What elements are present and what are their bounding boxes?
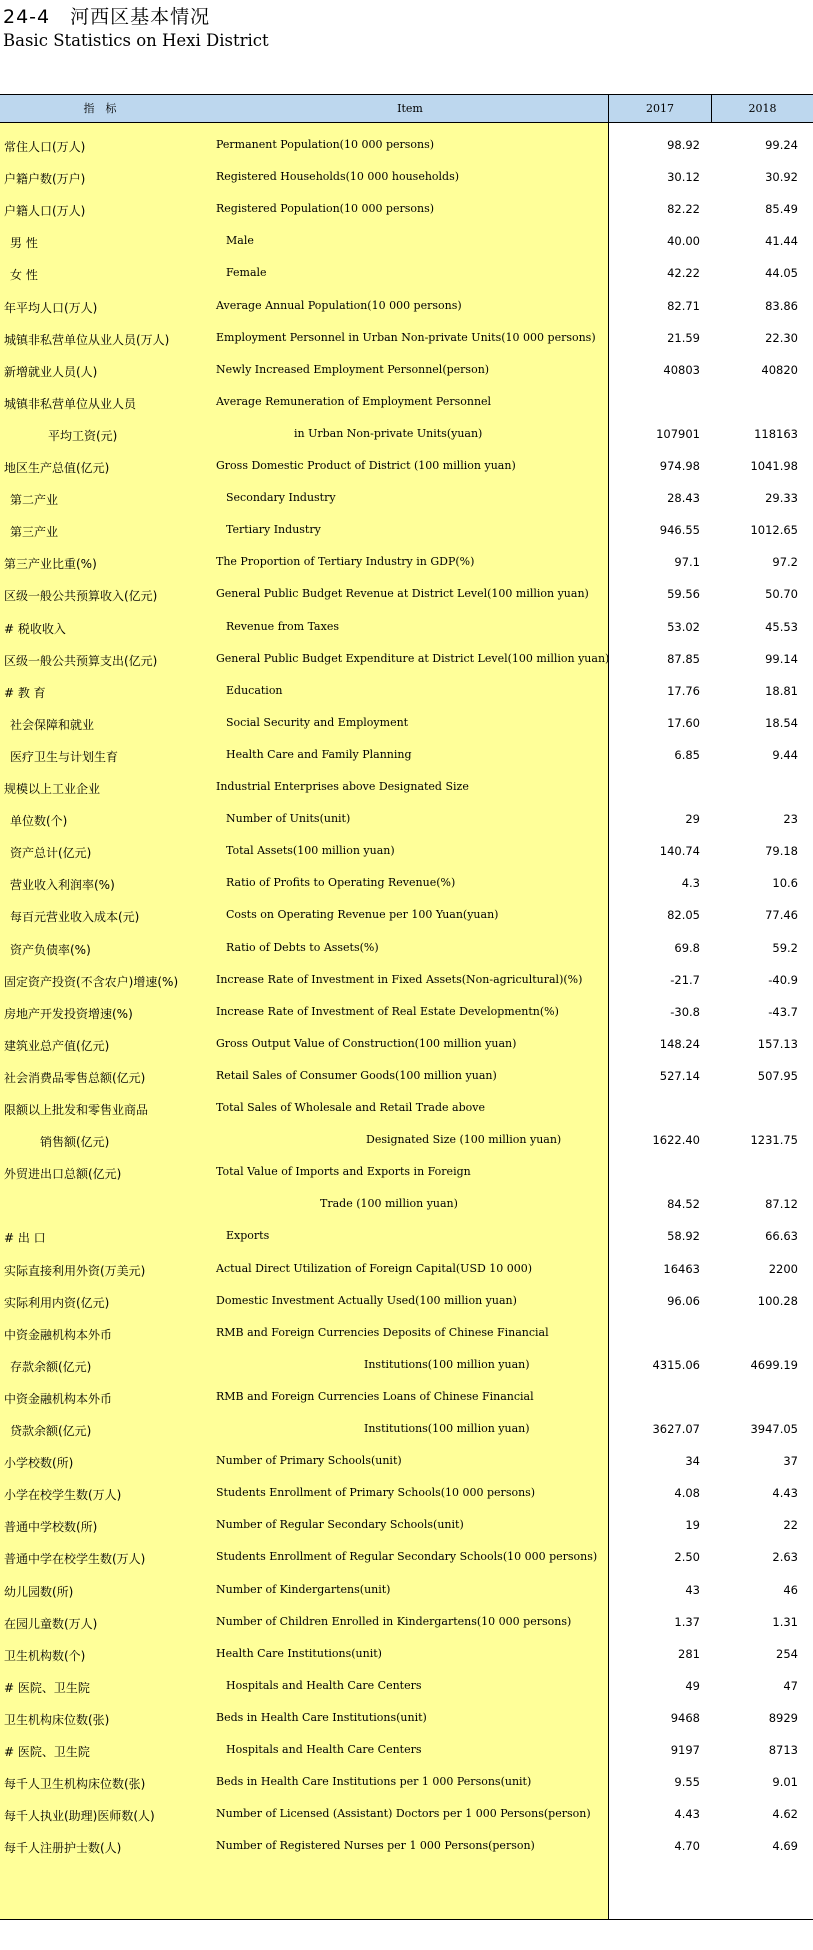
row-label-chinese: 新增就业人员(人) <box>4 364 98 379</box>
row-label-chinese: 卫生机构床位数(张) <box>4 1712 110 1727</box>
value-2017: 2.50 <box>674 1550 700 1565</box>
value-2017: 29 <box>685 812 700 827</box>
table-top-rule <box>0 94 813 95</box>
value-2017: 59.56 <box>667 587 700 602</box>
row-label-english: Male <box>226 234 254 248</box>
row-label-chinese: 规模以上工业企业 <box>4 782 101 796</box>
row-label-chinese: # 医院、卫生院 <box>4 1680 90 1695</box>
header-column-divider <box>711 95 712 122</box>
table-row <box>0 644 813 676</box>
table-row <box>0 258 813 290</box>
value-2018: 1.31 <box>772 1614 798 1629</box>
table-row <box>0 1735 813 1767</box>
row-label-english: Ratio of Profits to Operating Revenue(%) <box>226 876 456 890</box>
value-2018: 37 <box>783 1454 798 1469</box>
value-2017: 107901 <box>656 426 700 441</box>
table-row <box>0 1221 813 1253</box>
table-row <box>0 1703 813 1735</box>
table-bottom-rule <box>0 1919 813 1920</box>
table-row <box>0 1799 813 1831</box>
row-label-english: Beds in Health Care Institutions(unit) <box>216 1710 427 1724</box>
value-2017: 527.14 <box>659 1068 700 1083</box>
value-2017: 34 <box>685 1454 700 1469</box>
table-row <box>0 387 813 419</box>
value-2018: 47 <box>783 1678 798 1693</box>
row-label-chinese: 单位数(个) <box>10 814 68 829</box>
value-2018: 97.2 <box>772 555 798 570</box>
row-label-english: Institutions(100 million yuan) <box>364 1357 530 1371</box>
row-label-chinese: # 出 口 <box>4 1231 46 1246</box>
row-label-chinese: 建筑业总产值(亿元) <box>4 1038 110 1053</box>
value-2018: 4.69 <box>772 1839 798 1854</box>
value-2018: 4.62 <box>772 1807 798 1822</box>
page-title-english: Basic Statistics on Hexi District <box>3 31 269 50</box>
value-2017: 84.52 <box>667 1197 700 1212</box>
value-2018: 99.14 <box>765 651 798 666</box>
table-row <box>0 355 813 387</box>
value-2017: 9468 <box>670 1710 700 1725</box>
row-label-english: Number of Regular Secondary Schools(unit) <box>216 1518 464 1532</box>
row-label-english: Number of Children Enrolled in Kindergartens(10 000 persons) <box>216 1614 572 1628</box>
value-2017: 4.08 <box>674 1486 700 1501</box>
table-row <box>0 836 813 868</box>
table-row <box>0 868 813 900</box>
row-label-chinese: 每千人注册护士数(人) <box>4 1841 122 1856</box>
row-label-english: Gross Domestic Product of District (100 million yuan) <box>216 459 516 472</box>
value-2017: 19 <box>685 1518 700 1533</box>
row-label-english: Increase Rate of Investment of Real Estate Developmentn(%) <box>216 1004 559 1018</box>
value-2018: 40820 <box>761 362 798 377</box>
table-row <box>0 419 813 451</box>
value-2018: 100.28 <box>757 1293 798 1308</box>
value-2018: 2.63 <box>772 1550 798 1565</box>
table-row <box>0 1254 813 1286</box>
table-row <box>0 1831 813 1863</box>
row-label-english: Permanent Population(10 000 persons) <box>216 138 435 151</box>
value-2017: 4.3 <box>681 876 700 891</box>
page-title-chinese: 24-4 河西区基本情况 <box>3 6 211 28</box>
value-2018: 85.49 <box>765 202 798 217</box>
value-2018: 66.63 <box>765 1229 798 1244</box>
row-label-chinese: 中资金融机构本外币 <box>4 1327 113 1342</box>
table-row <box>0 1318 813 1350</box>
value-2017: 58.92 <box>667 1229 700 1244</box>
value-2018: 79.18 <box>765 844 798 859</box>
row-label-english: Secondary Industry <box>226 491 336 505</box>
table-row <box>0 1510 813 1542</box>
row-label-chinese: 每百元营业收入成本(元) <box>10 910 140 925</box>
value-2018: 9.01 <box>772 1775 798 1790</box>
row-label-english: Newly Increased Employment Personnel(person) <box>216 362 490 376</box>
table-row <box>0 1125 813 1157</box>
value-2018: 30.92 <box>765 170 798 185</box>
value-2017: 98.92 <box>667 138 700 152</box>
row-label-english: RMB and Foreign Currencies Loans of Chinese Financial <box>216 1389 534 1403</box>
value-2017: 69.8 <box>674 940 700 955</box>
row-label-english: Number of Units(unit) <box>226 812 351 826</box>
value-2017: 281 <box>678 1646 700 1661</box>
row-label-english: Average Remuneration of Employment Personnel <box>216 394 492 408</box>
value-2017: 82.05 <box>667 908 700 923</box>
table-row <box>0 804 813 836</box>
value-2018: 4.43 <box>772 1486 798 1501</box>
value-2018: 1231.75 <box>750 1133 798 1148</box>
row-label-chinese: 贷款余额(亿元) <box>10 1424 92 1438</box>
value-2018: 10.6 <box>772 876 798 891</box>
row-label-english: General Public Budget Expenditure at District Level(100 million yuan) <box>216 651 610 665</box>
statistics-table <box>0 94 813 1920</box>
table-row <box>0 708 813 740</box>
row-label-chinese: 常住人口(万人) <box>4 140 86 154</box>
value-2017: 974.98 <box>659 459 700 473</box>
value-2018: 83.86 <box>765 298 798 313</box>
table-row <box>0 1671 813 1703</box>
row-label-chinese: 幼儿园数(所) <box>4 1584 74 1599</box>
row-label-chinese: 存款余额(亿元) <box>10 1359 92 1374</box>
value-2017: 96.06 <box>667 1293 700 1308</box>
table-row <box>0 1575 813 1607</box>
value-2018: -40.9 <box>768 972 798 987</box>
row-label-english: Increase Rate of Investment in Fixed Assets(Non-agricultural)(%) <box>216 972 583 986</box>
row-label-english: Industrial Enterprises above Designated Size <box>216 780 469 793</box>
table-row <box>0 1157 813 1189</box>
row-label-chinese: 平均工资(元) <box>48 428 118 443</box>
row-label-chinese: 社会消费品零售总额(亿元) <box>4 1070 146 1085</box>
value-2017: 17.76 <box>667 683 700 698</box>
row-label-chinese: 社会保障和就业 <box>10 717 95 732</box>
table-row <box>0 997 813 1029</box>
value-2018: 4699.19 <box>750 1357 798 1372</box>
table-row <box>0 1639 813 1671</box>
value-2017: 82.22 <box>667 202 700 217</box>
row-label-english: Domestic Investment Actually Used(100 million yuan) <box>216 1293 517 1307</box>
row-label-chinese: 中资金融机构本外币 <box>4 1391 113 1406</box>
value-2018: 87.12 <box>765 1197 798 1212</box>
table-row <box>0 676 813 708</box>
table-row <box>0 965 813 997</box>
row-label-english: General Public Budget Revenue at District Level(100 million yuan) <box>216 587 589 601</box>
value-2018: 45.53 <box>765 619 798 634</box>
table-row <box>0 547 813 579</box>
row-label-english: in Urban Non-private Units(yuan) <box>294 426 483 440</box>
value-2018: 18.54 <box>765 715 798 730</box>
row-label-chinese: 固定资产投资(不含农户)增速(%) <box>4 974 179 989</box>
row-label-chinese: 小学校数(所) <box>4 1456 74 1471</box>
value-2018: 3947.05 <box>750 1422 798 1436</box>
row-label-english: Average Annual Population(10 000 persons) <box>216 298 462 312</box>
row-label-english: Number of Primary Schools(unit) <box>216 1454 402 1468</box>
value-2018: 59.2 <box>772 940 798 955</box>
row-label-chinese: 户籍户数(万户) <box>4 172 86 187</box>
value-2017: 82.71 <box>667 298 700 313</box>
row-label-english: Female <box>226 266 267 280</box>
row-label-english: The Proportion of Tertiary Industry in GDP(%) <box>216 555 475 569</box>
table-row <box>0 1029 813 1061</box>
table-row <box>0 451 813 483</box>
row-label-chinese: 户籍人口(万人) <box>4 204 86 219</box>
value-2017: 9197 <box>670 1743 700 1757</box>
value-2017: 17.60 <box>667 715 700 730</box>
row-label-chinese: 年平均人口(万人) <box>4 300 98 315</box>
row-label-chinese: 区级一般公共预算支出(亿元) <box>4 653 158 668</box>
row-label-chinese: # 税收收入 <box>4 621 66 636</box>
table-row <box>0 515 813 547</box>
value-2017: 87.85 <box>667 651 700 666</box>
row-label-chinese: 资产总计(亿元) <box>10 846 92 861</box>
table-row <box>0 1542 813 1574</box>
row-label-english: Social Security and Employment <box>226 715 409 729</box>
value-2017: 97.1 <box>674 555 700 570</box>
value-2018: 50.70 <box>765 587 798 602</box>
row-label-english: Number of Kindergartens(unit) <box>216 1582 391 1596</box>
row-label-english: Total Sales of Wholesale and Retail Trade above <box>216 1101 485 1114</box>
table-row <box>0 1446 813 1478</box>
row-label-english: Trade (100 million yuan) <box>320 1197 458 1211</box>
table-row <box>0 1350 813 1382</box>
row-label-english: Beds in Health Care Institutions per 1 000 Persons(unit) <box>216 1775 532 1789</box>
row-label-english: Tertiary Industry <box>226 523 321 537</box>
row-label-english: Costs on Operating Revenue per 100 Yuan(yuan) <box>226 908 499 922</box>
value-2017: 140.74 <box>659 844 700 859</box>
value-2017: 40.00 <box>667 234 700 249</box>
row-label-chinese: # 医院、卫生院 <box>4 1745 90 1759</box>
row-label-english: Actual Direct Utilization of Foreign Capital(USD 10 000) <box>216 1261 533 1275</box>
row-label-english: Exports <box>226 1229 270 1243</box>
row-label-english: Gross Output Value of Construction(100 million yuan) <box>216 1036 517 1050</box>
value-2017: 30.12 <box>667 170 700 185</box>
value-2017: 1622.40 <box>652 1133 700 1148</box>
table-row <box>0 1093 813 1125</box>
row-label-chinese: # 教 育 <box>4 685 46 700</box>
value-2017: 6.85 <box>674 747 700 762</box>
value-2018: 2200 <box>768 1261 798 1276</box>
row-label-english: Ratio of Debts to Assets(%) <box>226 940 379 954</box>
value-2018: 507.95 <box>757 1068 798 1083</box>
table-row <box>0 483 813 515</box>
table-row <box>0 579 813 611</box>
header-indicator: 指 标 <box>83 102 117 115</box>
row-label-english: Designated Size (100 million yuan) <box>366 1133 562 1147</box>
value-2018: 8713 <box>768 1743 798 1757</box>
value-2017: 43 <box>685 1582 700 1597</box>
row-label-chinese: 卫生机构数(个) <box>4 1648 86 1663</box>
row-label-english: Registered Population(10 000 persons) <box>216 202 435 216</box>
value-2017: 40803 <box>663 362 700 377</box>
value-2017: 4.43 <box>674 1807 700 1822</box>
value-2018: -43.7 <box>768 1004 798 1019</box>
row-label-english: Students Enrollment of Primary Schools(10 000 persons) <box>216 1486 536 1500</box>
row-label-chinese: 女 性 <box>10 268 38 283</box>
value-2018: 157.13 <box>757 1036 798 1051</box>
table-row <box>0 1189 813 1221</box>
value-2018: 46 <box>783 1582 798 1597</box>
row-label-chinese: 每千人执业(助理)医师数(人) <box>4 1809 155 1824</box>
table-row <box>0 933 813 965</box>
value-2017: 42.22 <box>667 266 700 281</box>
table-row <box>0 1061 813 1093</box>
table-row <box>0 1286 813 1318</box>
row-label-chinese: 男 性 <box>10 236 38 251</box>
table-row <box>0 162 813 194</box>
row-label-english: Total Assets(100 million yuan) <box>226 844 395 858</box>
row-label-chinese: 第三产业 <box>10 525 59 540</box>
table-row <box>0 1478 813 1510</box>
row-label-chinese: 城镇非私营单位从业人员 <box>4 396 137 411</box>
row-label-english: Revenue from Taxes <box>226 619 339 633</box>
row-label-chinese: 第二产业 <box>10 493 59 508</box>
table-row <box>0 1607 813 1639</box>
value-2017: 4.70 <box>674 1839 700 1854</box>
value-2018: 1012.65 <box>750 523 798 538</box>
value-2018: 22.30 <box>765 330 798 345</box>
value-2017: 4315.06 <box>652 1357 700 1372</box>
row-label-chinese: 普通中学校数(所) <box>4 1520 98 1535</box>
row-label-chinese: 城镇非私营单位从业人员(万人) <box>4 332 170 347</box>
row-label-english: Number of Licensed (Assistant) Doctors per 1 000 Persons(person) <box>216 1807 591 1821</box>
value-2017: 1.37 <box>674 1614 700 1629</box>
value-2018: 23 <box>783 812 798 827</box>
value-2017: 21.59 <box>667 330 700 345</box>
value-2017: 946.55 <box>659 523 700 538</box>
value-2018: 18.81 <box>765 683 798 698</box>
value-2018: 29.33 <box>765 491 798 506</box>
value-2017: 9.55 <box>674 1775 700 1790</box>
value-2018: 44.05 <box>765 266 798 281</box>
value-2018: 254 <box>776 1646 798 1661</box>
row-label-english: Total Value of Imports and Exports in Foreign <box>216 1165 471 1179</box>
row-label-english: Health Care Institutions(unit) <box>216 1646 382 1660</box>
row-label-chinese: 第三产业比重(%) <box>4 557 97 572</box>
table-row <box>0 194 813 226</box>
row-label-chinese: 普通中学在校学生数(万人) <box>4 1552 146 1567</box>
header-2017: 2017 <box>646 102 674 115</box>
row-label-chinese: 营业收入利润率(%) <box>10 878 115 893</box>
table-row <box>0 130 813 162</box>
table-header <box>0 95 813 123</box>
row-label-chinese: 限额以上批发和零售业商品 <box>4 1103 149 1117</box>
value-2018: 1041.98 <box>750 459 798 473</box>
row-label-chinese: 医疗卫生与计划生育 <box>10 749 119 764</box>
value-2017: -21.7 <box>670 972 700 987</box>
row-label-english: Education <box>226 683 283 697</box>
row-label-chinese: 资产负债率(%) <box>10 942 91 957</box>
value-2018: 9.44 <box>772 747 798 762</box>
value-2017: 3627.07 <box>652 1422 700 1436</box>
table-row <box>0 900 813 932</box>
row-label-english: Number of Registered Nurses per 1 000 Persons(person) <box>216 1839 535 1853</box>
row-label-english: Employment Personnel in Urban Non-private Units(10 000 persons) <box>216 330 596 344</box>
row-label-english: RMB and Foreign Currencies Deposits of Chinese Financial <box>216 1325 549 1339</box>
table-row <box>0 1767 813 1799</box>
value-2017: 148.24 <box>659 1036 700 1051</box>
header-item: Item <box>397 102 423 115</box>
value-2018: 99.24 <box>765 138 798 152</box>
value-2018: 118163 <box>754 426 798 441</box>
table-row <box>0 323 813 355</box>
value-2017: 28.43 <box>667 491 700 506</box>
row-label-english: Hospitals and Health Care Centers <box>226 1678 422 1692</box>
row-label-chinese: 销售额(亿元) <box>40 1135 110 1150</box>
table-row <box>0 740 813 772</box>
row-label-english: Hospitals and Health Care Centers <box>226 1743 422 1756</box>
row-label-chinese: 实际利用内资(亿元) <box>4 1295 110 1310</box>
row-label-english: Registered Households(10 000 households) <box>216 170 460 184</box>
table-row <box>0 226 813 258</box>
row-label-chinese: 小学在校学生数(万人) <box>4 1488 122 1503</box>
value-2017: -30.8 <box>670 1004 700 1019</box>
table-row <box>0 612 813 644</box>
row-label-chinese: 房地产开发投资增速(%) <box>4 1006 133 1021</box>
value-2017: 49 <box>685 1678 700 1693</box>
value-2018: 77.46 <box>765 908 798 923</box>
row-label-english: Retail Sales of Consumer Goods(100 million yuan) <box>216 1068 497 1082</box>
row-label-english: Institutions(100 million yuan) <box>364 1422 530 1435</box>
table-row <box>0 1382 813 1414</box>
row-label-chinese: 实际直接利用外资(万美元) <box>4 1263 146 1278</box>
row-label-english: Students Enrollment of Regular Secondary Schools(10 000 persons) <box>216 1550 598 1564</box>
table-row <box>0 291 813 323</box>
value-2017: 53.02 <box>667 619 700 634</box>
value-2018: 22 <box>783 1518 798 1533</box>
row-label-chinese: 在园儿童数(万人) <box>4 1616 98 1631</box>
value-2018: 8929 <box>768 1710 798 1725</box>
header-2018: 2018 <box>748 102 777 115</box>
row-label-chinese: 每千人卫生机构床位数(张) <box>4 1777 146 1792</box>
value-2018: 41.44 <box>765 234 798 249</box>
value-2017: 16463 <box>663 1261 700 1276</box>
row-label-chinese: 地区生产总值(亿元) <box>4 461 110 475</box>
table-row <box>0 772 813 804</box>
table-row <box>0 1414 813 1446</box>
row-label-chinese: 区级一般公共预算收入(亿元) <box>4 589 158 604</box>
row-label-english: Health Care and Family Planning <box>226 747 412 761</box>
row-label-chinese: 外贸进出口总额(亿元) <box>4 1167 122 1182</box>
